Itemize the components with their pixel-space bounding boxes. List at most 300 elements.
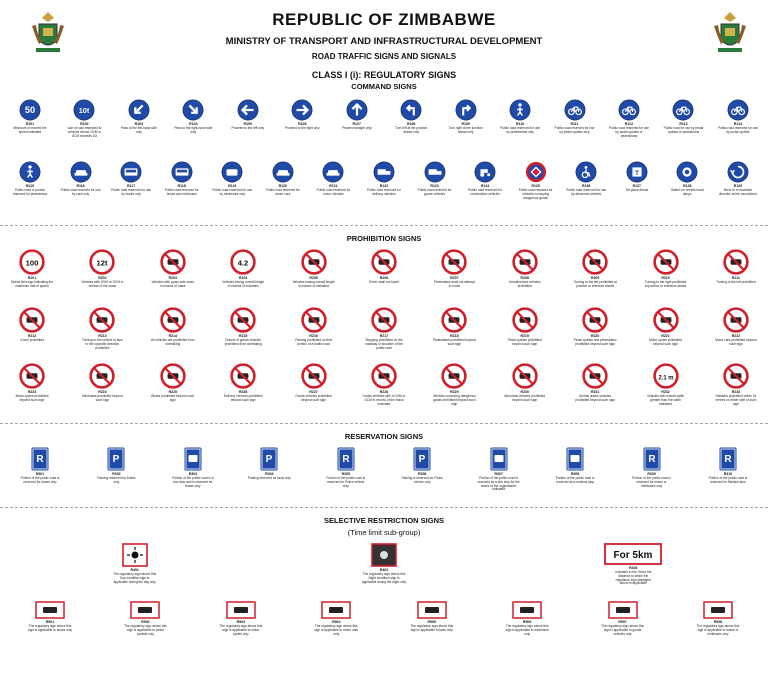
sign-code: R109 <box>461 122 470 126</box>
sign-caption: The regulatory sign above this sign is applicable to motor cars only <box>314 624 359 636</box>
sign-caption: Proceed straight only <box>341 126 372 130</box>
sign-r309 <box>622 447 682 505</box>
svg-text:10t: 10t <box>79 106 90 116</box>
sign-r220 <box>573 307 617 363</box>
sign-r502 <box>105 601 185 647</box>
prohib-sign-icon <box>512 363 538 389</box>
sign-code: R121 <box>329 184 338 188</box>
sign-code: R108 <box>406 122 416 126</box>
sign-caption: Public road reserved for use by pedestrians only <box>500 126 541 134</box>
selective-title: SELECTIVE RESTRICTION SIGNS <box>323 516 444 525</box>
svg-text:For 5km: For 5km <box>613 550 653 561</box>
sign-code: R107 <box>352 122 361 126</box>
sign-code: R304 <box>265 472 274 476</box>
bicycle-icon <box>618 99 640 121</box>
sign-r102 <box>64 99 104 161</box>
sign-r123 <box>415 161 455 223</box>
sign-caption: Pass to the right-hand side only <box>174 126 213 134</box>
sign-r217 <box>362 307 406 363</box>
sign-code: R205 <box>309 276 318 280</box>
sign-caption: Turning to the left prohibited <box>716 280 756 284</box>
sign-caption: Public road reserved for motor vehicles <box>316 188 351 196</box>
sign-code: R233 <box>731 390 741 394</box>
sign-r202 <box>80 249 124 307</box>
sign-caption: Motor cycles prohibited beyond such sign <box>15 394 49 402</box>
sign-r227 <box>292 363 336 421</box>
sign-code: R212 <box>27 334 37 338</box>
sign-caption: Vehicles having overall height in excess of indicated <box>222 280 265 288</box>
sign-code: R213 <box>98 334 107 338</box>
sign-r213 <box>80 307 124 363</box>
select1-sign-icon <box>604 543 662 565</box>
prohib-sign-icon <box>723 363 749 389</box>
sign-code: R229 <box>450 390 459 394</box>
sign-r106 <box>282 99 322 161</box>
sign-r222 <box>714 307 758 363</box>
sign-caption: Portion of the public road is reserved for buses or minibuses only <box>632 476 671 488</box>
sign-caption: The regulatory sign above this sign is applicable to taxis only <box>410 624 454 632</box>
command-title: COMMAND SIGNS <box>351 82 417 91</box>
sign-r208 <box>503 249 547 307</box>
sign-r231 <box>573 363 617 421</box>
sign-caption: Parking reserved for buses only <box>97 476 136 484</box>
minibus-icon <box>221 161 243 183</box>
sign-caption: Turning to the right prohibited at junction or entrance ahead <box>644 280 687 288</box>
command-section <box>0 82 768 223</box>
arrow-right-icon <box>291 99 313 121</box>
sign-r223 <box>10 363 54 421</box>
sign-code: R201 <box>27 276 37 280</box>
prohib-sign-icon <box>512 249 538 275</box>
prohib-sign-icon <box>19 307 45 333</box>
sign-caption: Speed limit sign indicating the maximum rate of speed <box>10 280 54 288</box>
sign-r101 <box>10 99 50 161</box>
sign-code: R302 <box>112 472 121 476</box>
selective-subtitle: (Time limit sub-group) <box>347 528 421 537</box>
sign-code: R508 <box>713 620 723 624</box>
selective-section <box>0 516 768 647</box>
sign-caption: Driver shall not travel <box>368 280 399 284</box>
select2-sign-icon <box>512 601 542 619</box>
sign-r204 <box>221 249 265 307</box>
sign-code: R506 <box>522 620 532 624</box>
prohibition-row-2 <box>0 307 768 363</box>
arrow-left-icon <box>237 99 259 121</box>
sign-r233 <box>714 363 758 421</box>
country-title: REPUBLIC OF ZIMBABWE <box>272 10 496 29</box>
pedestrian-icon <box>19 161 41 183</box>
sign-r203 <box>151 249 195 307</box>
sign-r221 <box>644 307 688 363</box>
coat-of-arms-icon <box>710 8 750 56</box>
prohib-sign-icon <box>441 363 467 389</box>
bus-icon <box>120 161 142 183</box>
sign-code: R203 <box>168 276 177 280</box>
selective-row-1 <box>0 543 768 601</box>
sign-caption: Public road reserved for use by cars only <box>60 188 101 196</box>
class-title: CLASS I (i): REGULATORY SIGNS <box>311 70 457 80</box>
sign-r206 <box>362 249 406 307</box>
tractor-icon <box>474 161 496 183</box>
sign-r109 <box>446 99 486 161</box>
sign-code: R402 <box>379 568 389 572</box>
selective-row-2 <box>0 601 768 647</box>
sign-r211 <box>714 249 758 307</box>
prohib-sign-icon <box>89 363 115 389</box>
sign-r113 <box>663 99 703 161</box>
sign-r310 <box>698 447 758 505</box>
reserv-sign-icon <box>719 447 737 471</box>
sign-r503 <box>201 601 281 647</box>
sign-caption: Pedal cyclists prohibited beyond such sign <box>507 338 542 346</box>
sign-caption: Animal drawn vehicles prohibited beyond such sign <box>575 394 615 402</box>
sign-caption: Switch on vehicle head lamps <box>671 188 704 196</box>
svg-text:R: R <box>342 454 350 465</box>
sign-caption: Unauthorised vehicles prohibited <box>509 280 541 288</box>
sign-caption: The regulatory sign above this sign is applicable to pedal cyclists only <box>124 624 167 636</box>
sign-r230 <box>503 363 547 421</box>
sign-r121 <box>313 161 353 223</box>
document-subtitle: ROAD TRAFFIC SIGNS AND SIGNALS <box>311 52 457 61</box>
car-icon <box>70 161 92 183</box>
sign-r225 <box>151 363 195 421</box>
sign-code: R228 <box>379 390 389 394</box>
sign-code: R208 <box>520 276 529 280</box>
sign-caption: All vehicles are prohibited from overtaking <box>150 338 195 346</box>
sign-caption: Hawkers prohibited within 15 metres on either side of such sign <box>715 394 757 406</box>
sign-r506 <box>487 601 567 647</box>
sign-code: R232 <box>661 390 670 394</box>
sign-r507 <box>583 601 663 647</box>
prohib-sign-icon <box>301 363 327 389</box>
sign-caption: Public road reserved for buses and minibuses <box>164 188 199 196</box>
sign-r115 <box>10 161 50 223</box>
mass-icon <box>73 99 95 121</box>
sign-r112 <box>609 99 649 161</box>
sign-caption: Portion of the public road is reserved for Minibus lane <box>708 476 748 484</box>
reservation-section <box>0 432 768 505</box>
sign-caption: The regulatory sign above this Day condition sign is applicable during the day only <box>113 572 156 584</box>
sign-r117 <box>111 161 151 223</box>
sign-caption: Public road reserved for use by pedal cyclists <box>717 126 758 134</box>
sign-code: R503 <box>236 620 246 624</box>
sign-code: R127 <box>632 184 641 188</box>
bicycle-icon <box>727 99 749 121</box>
svg-text:P: P <box>113 454 120 465</box>
sign-code: R505 <box>427 620 436 624</box>
sign-caption: Turn left at the junction ahead only <box>395 126 428 134</box>
sign-caption: Portion of the public road is reserved as a bus stop for the buses of the organisation indicated <box>477 476 520 492</box>
sign-caption: Portion of the public road is reserved for Police vehicle only <box>326 476 366 488</box>
prohib-sign-icon <box>19 249 45 275</box>
sign-code: R204 <box>238 276 248 280</box>
sign-caption: Minimum or exceed the speed indicated <box>13 126 47 134</box>
svg-text:50: 50 <box>24 105 36 116</box>
sign-code: R301 <box>35 472 45 476</box>
prohibition-title: PROHIBITION SIGNS <box>346 234 422 243</box>
sign-r219 <box>503 307 547 363</box>
reservation-title: RESERVATION SIGNS <box>344 432 424 441</box>
prohibition-section <box>0 234 768 421</box>
sign-code: R125 <box>531 184 540 188</box>
prohib-sign-icon <box>441 249 467 275</box>
sign-caption: The regulatory sign above this sign is applicable to buses only <box>28 624 72 632</box>
sign-caption: Proceed to the left only <box>231 126 265 130</box>
sign-code: R308 <box>570 472 580 476</box>
svg-text:P: P <box>265 454 273 465</box>
prohib-sign-icon <box>582 249 608 275</box>
car-icon <box>322 161 344 183</box>
sign-code: R117 <box>127 184 136 188</box>
sign-r108 <box>391 99 431 161</box>
sign-caption: The regulatory sign above this sign is applicable to minibuses only <box>505 624 549 636</box>
sign-caption: Public road for use by pedal cyclists or pedestrians <box>663 126 704 134</box>
sign-r120 <box>263 161 303 223</box>
sign-code: R111 <box>570 122 579 126</box>
sign-caption: The regulatory sign above this sign is applicable to goods vehicles only <box>601 624 644 636</box>
sign-caption: Pedestrians shall not attempt to cross <box>433 280 475 288</box>
sign-caption: Public road reserved for use by buses only <box>111 188 152 196</box>
sign-caption: Stopping prohibited on the roadway or shoulder of the public road <box>365 338 403 350</box>
sign-r302 <box>86 447 146 505</box>
sign-r212 <box>10 307 54 363</box>
sign-caption: Public road or portion reserved for pedestrians <box>12 188 48 196</box>
sign-caption: Delivery vehicles prohibited beyond such sign <box>223 394 263 402</box>
sign-r403 <box>593 543 673 601</box>
sign-r118 <box>162 161 202 223</box>
sign-r129 <box>718 161 758 223</box>
sign-code: R102 <box>80 122 89 126</box>
sign-r303 <box>163 447 223 505</box>
prohib-sign-icon <box>19 363 45 389</box>
sign-code: R207 <box>450 276 459 280</box>
sign-caption: Parking is reserved for Police vehicle only <box>401 476 443 484</box>
reservation-row <box>0 447 768 505</box>
sign-caption: U-turn prohibited <box>20 338 44 342</box>
sign-code: R227 <box>309 390 318 394</box>
turn-right-icon <box>455 99 477 121</box>
reserv-sign-icon <box>260 447 278 471</box>
sign-r232 <box>644 363 688 421</box>
sign-r201 <box>10 249 54 307</box>
svg-text:R: R <box>724 454 732 465</box>
sign-caption: Pedestrians prohibited beyond such sign <box>432 338 476 346</box>
stop-icon <box>676 161 698 183</box>
sign-code: R217 <box>379 334 389 338</box>
car-icon <box>272 161 294 183</box>
sign-r209 <box>573 249 617 307</box>
sign-caption: Portion of the public road is a bus lane and is reserved for buses only <box>172 476 214 488</box>
sign-code: R403 <box>629 566 638 570</box>
prohib-sign-icon <box>160 363 186 389</box>
sign-code: R120 <box>278 184 287 188</box>
sign-caption: Vehicles with GVM or GCM in excess of the mass <box>81 280 124 288</box>
sign-code: R215 <box>238 334 248 338</box>
sign-caption: Public road reserved for use by abnormal vehicles <box>566 188 607 196</box>
sign-code: R101 <box>25 122 35 126</box>
sign-code: R210 <box>661 276 670 280</box>
turn-left-icon <box>400 99 422 121</box>
sign-caption: Public road reserved for delivery vehicles <box>367 188 401 196</box>
sign-code: R309 <box>647 472 656 476</box>
sign-caption: The regulatory sign above this sign is applicable to motor cycles only <box>219 624 263 636</box>
sign-caption: Vehicles with gross axle mass in excess of mass <box>151 280 194 288</box>
prohib-sign-icon <box>230 249 256 275</box>
sign-caption: Turning to the vehicle to face in the opposite direction prohibited <box>81 338 123 350</box>
select1-sign-icon <box>122 543 148 567</box>
prohib-sign-icon <box>582 307 608 333</box>
sign-code: R230 <box>520 390 529 394</box>
prohib-sign-icon <box>89 249 115 275</box>
prohib-sign-icon <box>160 307 186 333</box>
prohib-sign-icon <box>160 249 186 275</box>
sign-caption: Abnormal vehicles prohibited beyond such sign <box>504 394 546 402</box>
sign-code: R106 <box>298 122 307 126</box>
sign-code: R307 <box>494 472 503 476</box>
section-divider <box>0 225 768 232</box>
sign-code: R504 <box>332 620 341 624</box>
section-divider <box>0 507 768 514</box>
sign-caption: Portion of the public road is reserved as a minibus stop <box>555 476 595 484</box>
ministry-title: MINISTRY OF TRANSPORT AND INFRASTRUCTURAL DEVELOPMENT <box>225 36 543 47</box>
reserv-sign-icon <box>184 447 202 471</box>
sign-r218 <box>432 307 476 363</box>
sign-caption: Public road reserved for use by pedal cyclists or pedestrians <box>609 126 649 138</box>
svg-text:T: T <box>634 169 639 177</box>
sign-code: R105 <box>243 122 252 126</box>
svg-text:12t: 12t <box>96 258 108 268</box>
svg-text:R: R <box>36 454 44 465</box>
sign-code: R222 <box>731 334 741 338</box>
sign-r301 <box>10 447 70 505</box>
prohib-sign-icon <box>371 249 397 275</box>
sign-r308 <box>545 447 605 505</box>
select2-sign-icon <box>321 601 351 619</box>
sign-code: R114 <box>733 122 742 126</box>
select2-sign-icon <box>130 601 160 619</box>
svg-text:R: R <box>647 454 656 465</box>
speed-icon <box>19 99 41 121</box>
bicycle-icon <box>564 99 586 121</box>
sign-caption: Public road reserved for construction vehicles <box>468 188 502 196</box>
sign-caption: Parking reserved for taxis only <box>247 476 291 480</box>
sign-code: R124 <box>480 184 490 188</box>
sign-caption: The regulatory sign above this Night condition sign is applicable during the night only <box>362 572 406 584</box>
sign-caption: Public road reserved for motor cars <box>265 188 300 196</box>
truck-icon <box>373 161 395 183</box>
reserv-sign-icon <box>31 447 49 471</box>
prohib-sign-icon <box>301 249 327 275</box>
sign-r505 <box>392 601 472 647</box>
sign-code: R209 <box>590 276 600 280</box>
prohib-sign-icon <box>653 363 679 389</box>
sign-r126 <box>566 161 606 223</box>
sign-caption: Toll plaza ahead <box>625 188 649 192</box>
sign-code: R211 <box>731 276 740 280</box>
sign-r207 <box>432 249 476 307</box>
sign-code: R112 <box>624 122 634 126</box>
sign-caption: Vehicles with overall width greater than the width indicated <box>647 394 685 406</box>
reserv-sign-icon <box>107 447 125 471</box>
sign-r104 <box>173 99 213 161</box>
section-divider <box>0 423 768 430</box>
toll-icon <box>626 161 648 183</box>
sign-r504 <box>296 601 376 647</box>
bus-icon <box>171 161 193 183</box>
sign-r226 <box>221 363 265 421</box>
sign-r210 <box>644 249 688 307</box>
sign-caption: Move in a clockwise direction at the roundabout <box>718 188 757 196</box>
select2-sign-icon <box>35 601 65 619</box>
svg-text:P: P <box>418 454 426 465</box>
hazard-icon <box>525 161 547 183</box>
sign-caption: Pedal cyclists and pedestrians prohibited beyond such sign <box>573 338 617 346</box>
sign-code: R216 <box>309 334 318 338</box>
reserv-sign-icon <box>337 447 355 471</box>
sign-r402 <box>344 543 424 601</box>
svg-text:4.2: 4.2 <box>237 258 249 268</box>
sign-caption: Buses prohibited beyond such sign <box>151 394 195 402</box>
sign-caption: Goods vehicles prohibited beyond such sign <box>295 394 332 402</box>
sign-r105 <box>228 99 268 161</box>
sign-caption: Parking prohibited on that portion of a public road <box>295 338 332 346</box>
sign-r107 <box>337 99 377 161</box>
sign-caption: Proceed to the right only <box>284 126 320 130</box>
sign-r224 <box>80 363 124 421</box>
sign-code: R118 <box>177 184 186 188</box>
sign-code: R401 <box>130 568 139 572</box>
sign-r110 <box>500 99 540 161</box>
sign-r124 <box>465 161 505 223</box>
bicycle-icon <box>672 99 694 121</box>
sign-code: R226 <box>238 390 248 394</box>
sign-code: R219 <box>520 334 529 338</box>
svg-text:100: 100 <box>25 258 39 268</box>
sign-caption: The regulatory sign above this sign is applicable to buses or minibuses only <box>696 624 740 636</box>
prohib-sign-icon <box>371 363 397 389</box>
select2-sign-icon <box>226 601 256 619</box>
sign-caption: Public road reserved for goods vehicles <box>417 188 452 196</box>
prohib-sign-icon <box>371 307 397 333</box>
sign-code: R306 <box>418 472 427 476</box>
sign-caption: Minibuses prohibited beyond such sign <box>82 394 123 402</box>
sign-caption: Indicates to the Driver the distance to which the regulatory sign displayed above is applicable <box>615 570 652 586</box>
prohib-sign-icon <box>89 307 115 333</box>
sign-r205 <box>292 249 336 307</box>
sign-code: R206 <box>379 276 389 280</box>
circle-arrows-icon <box>727 161 749 183</box>
sign-caption: Pass to the left-hand side only <box>120 126 157 134</box>
sign-caption: Public road reserved for use by pedal cyclists only <box>554 126 595 134</box>
sign-r216 <box>292 307 336 363</box>
sign-code: R202 <box>98 276 107 280</box>
sign-r114 <box>718 99 758 161</box>
sign-code: R126 <box>582 184 591 188</box>
prohib-sign-icon <box>653 249 679 275</box>
truck-icon <box>424 161 446 183</box>
prohib-sign-icon <box>582 363 608 389</box>
command-row-2 <box>0 161 768 223</box>
sign-code: R113 <box>679 122 688 126</box>
sign-code: R214 <box>168 334 177 338</box>
page-header <box>0 0 768 70</box>
select2-sign-icon <box>417 601 447 619</box>
sign-code: R104 <box>189 122 198 126</box>
sign-code: R225 <box>168 390 177 394</box>
sign-caption: Portion of the public road is reserved for buses only <box>20 476 60 484</box>
sign-caption: Public road reserved for vehicles conveying dangerous goods <box>518 188 553 200</box>
command-row-1 <box>0 99 768 161</box>
